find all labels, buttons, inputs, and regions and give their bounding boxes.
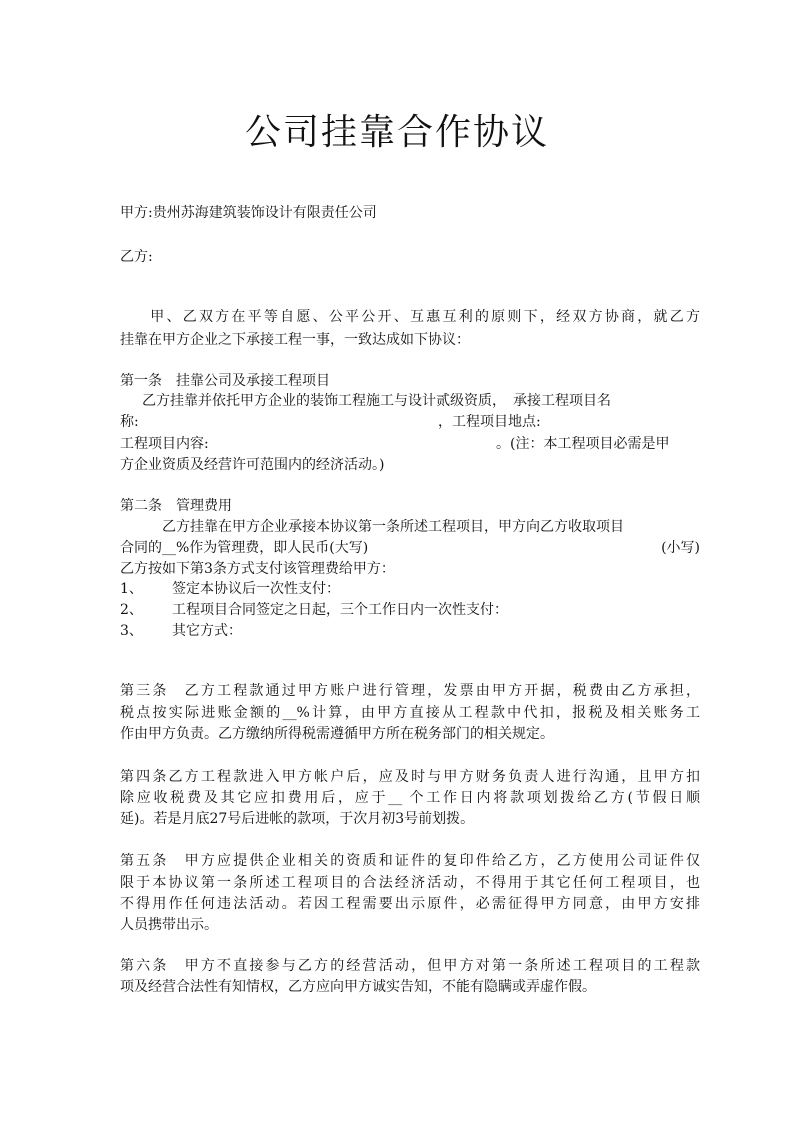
article5-line-3: 不得用作任何违法活动。若因工程需要出示原件，必需征得甲方同意，由甲方安排 [120, 896, 700, 912]
article1-line-2: 称: ，工程项目地点: [120, 414, 541, 430]
article3-line-3: 作由甲方负责。乙方缴纳所得税需遵循甲方所在税务部门的相关规定。 [120, 726, 554, 742]
article2-line-1: 乙方挂靠在甲方企业承接本协议第一条所述工程项目，甲方向乙方收取项目 [162, 519, 624, 535]
document-title: 公司挂靠合作协议 [244, 112, 549, 153]
article1-line-4: 方企业资质及经营许可范围内的经济活动。) [120, 457, 385, 473]
article2-line-3: 乙方按如下第3条方式支付该管理费给甲方： [120, 561, 395, 577]
party-a: 甲方:贵州苏海建筑装饰设计有限责任公司 [120, 205, 377, 221]
article4-line-1: 第四条乙方工程款进入甲方帐户后，应及时与甲方财务负责人进行沟通，且甲方扣 [120, 769, 700, 785]
payment-option-1: 1、 签定本协议后一次性支付： [120, 581, 340, 597]
article5-line-2: 限于本协议第一条所述工程项目的合法经济活动，不得用于其它任何工程项目，也 [120, 875, 700, 891]
article6-line-2: 项及经营合法性有知情权，乙方应向甲方诚实告知，不能有隐瞒或弄虚作假。 [120, 979, 596, 995]
article1-heading: 第一条 挂靠公司及承接工程项目 [120, 373, 330, 389]
article4-line-2: 除应收税费及其它应扣费用后，应于__ 个工作日内将款项划拨给乙方(节假日顺 [120, 790, 700, 806]
party-b: 乙方: [120, 249, 153, 265]
preamble-line-2: 挂靠在甲方企业之下承接工程一事，一致达成如下协议： [120, 332, 470, 348]
preamble-line-1: 甲、乙双方在平等自愿、公平公开、互惠互利的原则下，经双方协商，就乙方 [148, 309, 700, 325]
article2-heading: 第二条 管理费用 [120, 498, 232, 514]
article3-line-2: 税点按实际进账金额的__%计算，由甲方直接从工程款中代扣，报税及相关账务工 [120, 705, 700, 721]
article1-line-3: 工程项目内容: 。(注：本工程项目必需是甲 [120, 436, 670, 452]
article5-line-4: 人员携带出示。 [120, 917, 218, 933]
article6-line-1: 第六条 甲方不直接参与乙方的经营活动，但甲方对第一条所述工程项目的工程款 [120, 958, 700, 974]
article4-line-3: 延)。若是月底27号后进帐的款项，于次月初3号前划拨。 [120, 811, 475, 827]
article3-line-1: 第三条 乙方工程款通过甲方账户进行管理，发票由甲方开据，税费由乙方承担， [120, 683, 700, 699]
payment-option-2: 2、 工程项目合同签定之日起，三个工作日内一次性支付： [120, 602, 508, 618]
article5-line-1: 第五条 甲方应提供企业相关的资质和证件的复印件给乙方，乙方使用公司证件仅 [120, 853, 700, 869]
payment-option-3: 3、 其它方式： [120, 623, 242, 639]
article2-line-2: 合同的__%作为管理费，即人民币(大写) (小写) [120, 540, 700, 556]
article1-line-1: 乙方挂靠并依托甲方企业的装饰工程施工与设计贰级资质， 承接工程项目名 [142, 393, 611, 409]
